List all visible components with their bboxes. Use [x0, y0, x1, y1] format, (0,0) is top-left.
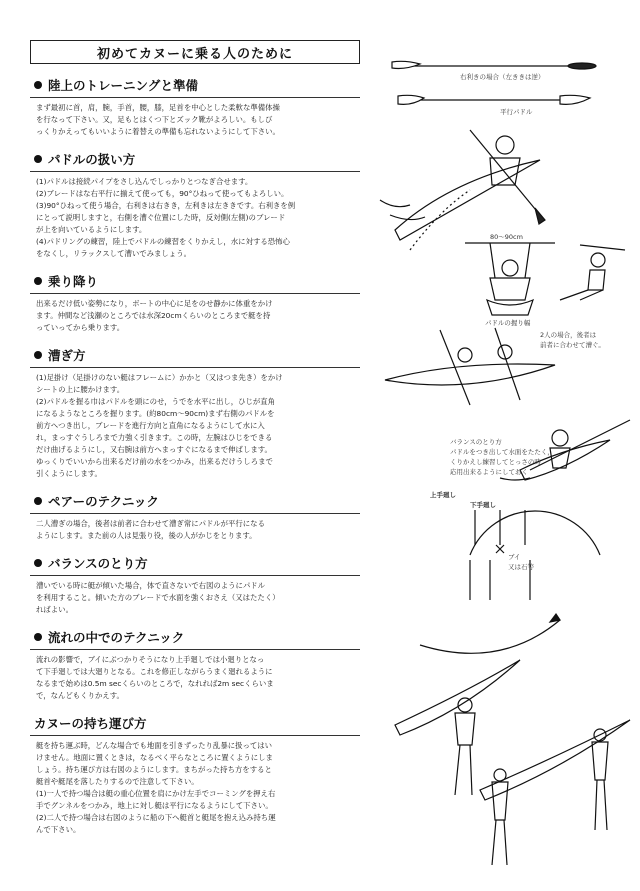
text-line: んで下さい。	[36, 825, 81, 834]
text-line: 漕いでいる時に艇が傾いた場合，体で直さないで右図のようにパドル	[36, 581, 265, 590]
text-line: シートの上に腰かけます。	[36, 385, 125, 394]
text-line: (2)パドルを握る巾はパドルを頭にのせ，うでを水平に出し，ひじが直角	[36, 397, 276, 406]
caption-balance-1: バランスのとり方	[450, 438, 502, 446]
caption-grip-label: パドルの握り幅	[485, 319, 531, 327]
current-turn-diagram	[420, 510, 600, 653]
section-heading-text: 陸上のトレーニングと準備	[48, 78, 199, 93]
text-line: 手でグンネルをつかみ，地上に対し艇は平行になるようにして下さい。	[36, 801, 273, 810]
text-line: ゆっくりでいいから出来るだけ前の水をつかみ，出来るだけうしろまで	[36, 457, 273, 466]
caption-pair-note-2: 前者に合わせて漕ぐ。	[540, 341, 605, 349]
text-line: 二人漕ぎの場合，後者は前者に合わせて漕ぎ常にパドルが平行になる	[36, 519, 265, 528]
carry-pair-illustration	[480, 720, 630, 865]
caption-paddle-right: 右利きの場合（左ききは逆）	[460, 73, 545, 81]
grip-width-illustration	[465, 243, 555, 315]
paddle-flat-illustration	[398, 95, 590, 104]
text-line: 流れの影響で，ブイにぶつかりそうになり上手廻しでは小廻りとなっ	[36, 655, 265, 664]
text-line: 前方へつき出し，ブレードを進行方向と直角になるようにして水に入	[36, 421, 265, 430]
text-line: て下手廻しでは大廻りとなる。これを修正しながらうまく廻れるように	[36, 667, 273, 676]
text-line: 引くようにします。	[36, 469, 102, 478]
text-line: (1)パドルは接続パイプをさし込んでしっかりとつなぎ合せます。	[36, 177, 253, 186]
carry-single-illustration	[395, 660, 520, 795]
caption-balance-2: パドルをつき出して水面をたたく，	[450, 448, 554, 456]
text-line: (4)パドリングの練習，陸上でパドルの練習をくりかえし，水に対する恐怖心	[36, 237, 290, 246]
page-title-text: 初めてカヌーに乗る人のために	[96, 46, 293, 62]
text-line: だけ曲げるようにし，又右腕は前方へまっすぐになるまで伸ばします。	[36, 445, 272, 454]
text-line: しょう。持ち運び方は右図のようにします。まちがった持ち方をすると	[36, 765, 272, 774]
text-line: を利用すること。傾いた方のブレードで水面を強くおさえ（又はたたく）	[36, 593, 280, 602]
text-line: れ，まっすぐうしろまで力強く引きます。この時，左腕はひじをできる	[36, 433, 273, 442]
text-line: をなくし，リラックスして漕いでみましょう。	[36, 249, 191, 258]
text-line: ようにします。また前の人は見張り役，後の人がかじをとります。	[36, 531, 257, 540]
text-line: (3)90°ひねって使う場合，右利きは右きき，左利きは左ききです。右利きを例	[36, 201, 296, 210]
caption-balance-4: 応用出来るようにしておく	[450, 468, 528, 476]
seated-paddler-illustration	[560, 245, 625, 300]
section-heading-text: カヌーの持ち運び方	[34, 716, 147, 731]
pair-kayak-illustration	[385, 328, 555, 405]
text-line: が上を向いているようにします。	[36, 225, 147, 234]
text-line: (2)ブレードはな右平行に揃えて使っても，90°ひねって使ってもよろしい。	[36, 189, 289, 198]
text-line: にとって説明しますと，右側を漕ぐ位置にした時，反対側(左側)のブレード	[36, 213, 286, 222]
section-heading-text: バランスのとり方	[48, 556, 148, 571]
section-heading-text: 流れの中でのテクニック	[48, 630, 185, 645]
text-line: ればよい。	[36, 605, 73, 614]
section-heading-text: 乗り降り	[48, 274, 99, 289]
text-line: で，なんどもくりかえす。	[36, 691, 124, 700]
text-line: ます。仲間など浅瀬のところでは水深20cmくらいのところまで艇を持	[36, 311, 271, 320]
text-line: になるようなところを握ります。(約80cm～90cm)まず右側のパドルを	[36, 409, 275, 418]
text-line: 出来るだけ低い姿勢になり，ボートの中心に足をのせ静かに体重をかけ	[36, 299, 273, 308]
text-line: を行なって下さい。又，足もとはくつ下とズック靴がよろしい。もしび	[36, 115, 273, 124]
text-line: っていってから乗ります。	[36, 323, 125, 332]
section-heading-text: ペアーのテクニック	[48, 494, 159, 509]
text-line: 艇を持ち運ぶ時，どんな場合でも地面を引きずったり乱暴に扱ってはい	[36, 741, 273, 750]
text-line: けません。地面に置くときは，なるべく平らなところに置くようにしま	[36, 753, 273, 762]
text-line: (2)二人で持つ場合は右図のように船の下へ艇首と艇尾を抱え込み持ち運	[36, 813, 276, 822]
caption-upstream-turn: 上手廻し	[430, 491, 456, 499]
text-line: まず最初に首，肩，腕，手首，腰，膝，足首を中心とした柔軟な準備体操	[36, 103, 280, 112]
section-heading-text: 漕ぎ方	[48, 348, 86, 363]
caption-grip-width: 80～90cm	[490, 233, 523, 241]
caption-buoy-2: 又は石等	[508, 563, 534, 571]
caption-buoy-1: ブイ	[508, 553, 521, 561]
section-heading-text: パドルの扱い方	[48, 152, 136, 167]
text-line: っくりかえってもいいように着替えの準備も忘れないようにして下さい。	[36, 127, 280, 136]
paddle-feathered-illustration	[392, 61, 596, 69]
text-line: なるまで始めは0.5m secくらいのところで，なれれば2m secくらいま	[36, 679, 274, 688]
caption-pair-note-1: 2人の場合，後者は	[540, 331, 597, 339]
text-line: (1)足掛け（足掛けのない艇はフレームに）かかと（又はつま先き）をかけ	[36, 373, 283, 382]
caption-balance-3: くりかえし練習してとっさの時	[450, 458, 541, 466]
caption-paddle-flat: 平行パドル	[500, 108, 533, 116]
text-line: (1)一人で持つ場合は艇の重心位置を肩にかけ左手でコーミングを押え右	[36, 789, 276, 798]
caption-downstream-turn: 下手廻し	[470, 501, 496, 509]
text-line: 艇首や艇尾を落したりするので注意して下さい。	[36, 777, 199, 786]
